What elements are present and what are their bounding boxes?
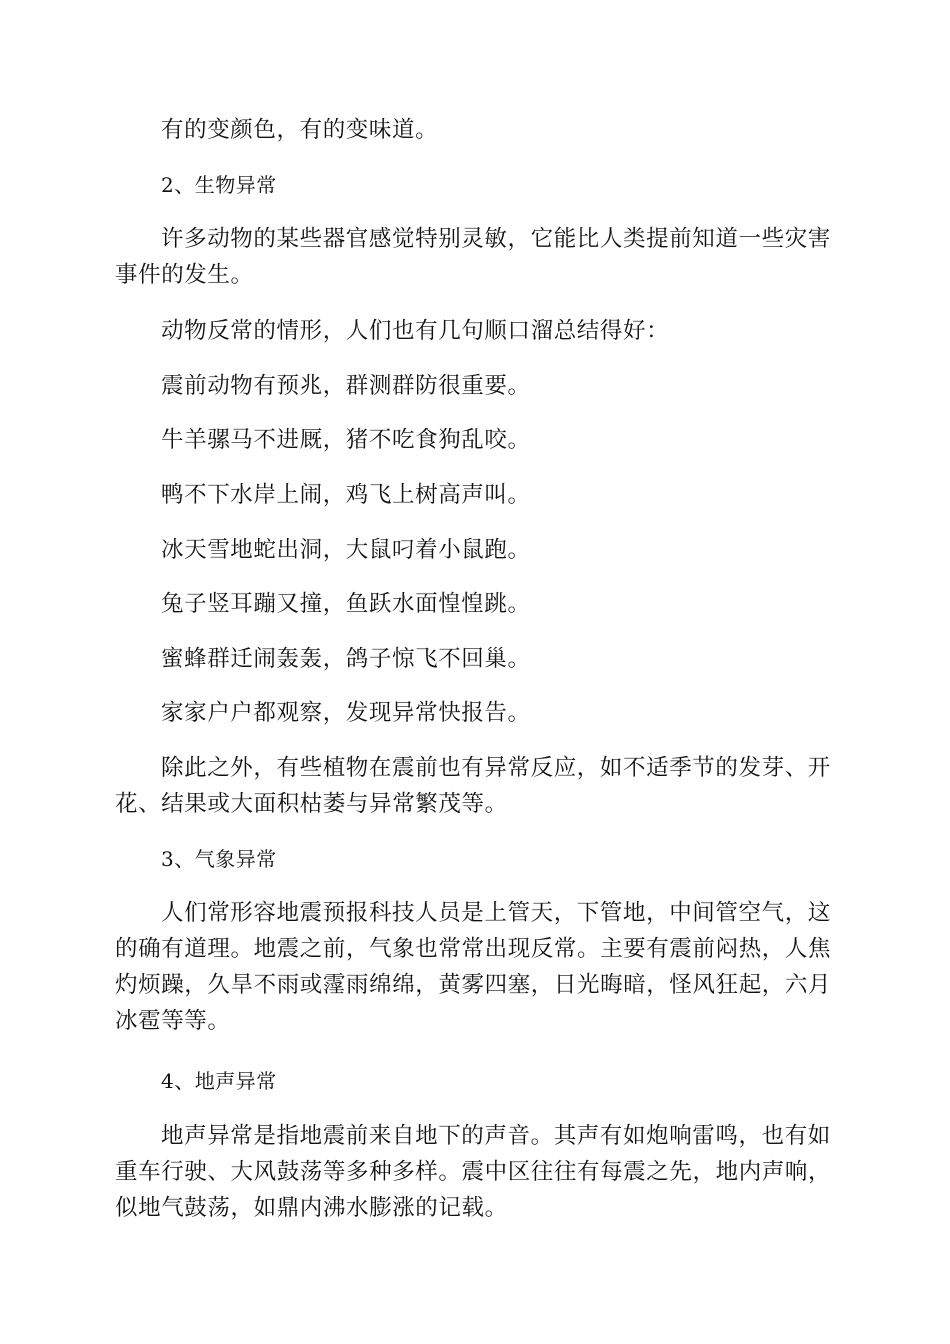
section-heading-weather: 3、气象异常: [161, 847, 277, 871]
paragraph-earth-sound: 地声异常是指地震前来自地下的声音。其声有如炮响雷鸣，也有如重车行驶、大风鼓荡等多种多样。震中区往往有每震之先，地内声响，似地气鼓荡，如鼎内沸水膨涨的记载。: [115, 1123, 832, 1221]
paragraph-continuation: 有的变颜色，有的变味道。: [161, 117, 439, 143]
section-heading-earth-sound: 4、地声异常: [161, 1069, 277, 1093]
rhyme-line: 鸭不下水岸上闹，鸡飞上树高声叫。: [161, 482, 531, 508]
rhyme-line: 震前动物有预兆，群测群防很重要。: [161, 373, 531, 399]
paragraph-animals-sensitive: 许多动物的某些器官感觉特别灵敏，它能比人类提前知道一些灾害事件的发生。: [115, 226, 831, 288]
paragraph-plants: 除此之外，有些植物在震前也有异常反应，如不适季节的发芽、开花、结果或大面积枯萎与异常繁茂等。: [115, 755, 831, 817]
rhyme-line: 兔子竖耳蹦又撞，鱼跃水面惶惶跳。: [161, 591, 531, 617]
paragraph-rhyme-intro: 动物反常的情形，人们也有几句顺口溜总结得好：: [161, 318, 670, 344]
rhyme-line: 家家户户都观察，发现异常快报告。: [161, 700, 531, 726]
paragraph-weather: 人们常形容地震预报科技人员是上管天，下管地，中间管空气，这的确有道理。地震之前，气象也常常出现反常。主要有震前闷热，人焦灼烦躁，久旱不雨或霪雨绵绵，黄雾四塞，日光晦暗，怪风狂起，六月冰雹等等。: [115, 900, 832, 1034]
rhyme-line: 冰天雪地蛇出洞，大鼠叼着小鼠跑。: [161, 537, 531, 563]
section-heading-biological: 2、生物异常: [161, 173, 277, 197]
rhyme-line: 牛羊骡马不进厩，猪不吃食狗乱咬。: [161, 427, 531, 453]
rhyme-line: 蜜蜂群迁闹轰轰，鸽子惊飞不回巢。: [161, 646, 531, 672]
